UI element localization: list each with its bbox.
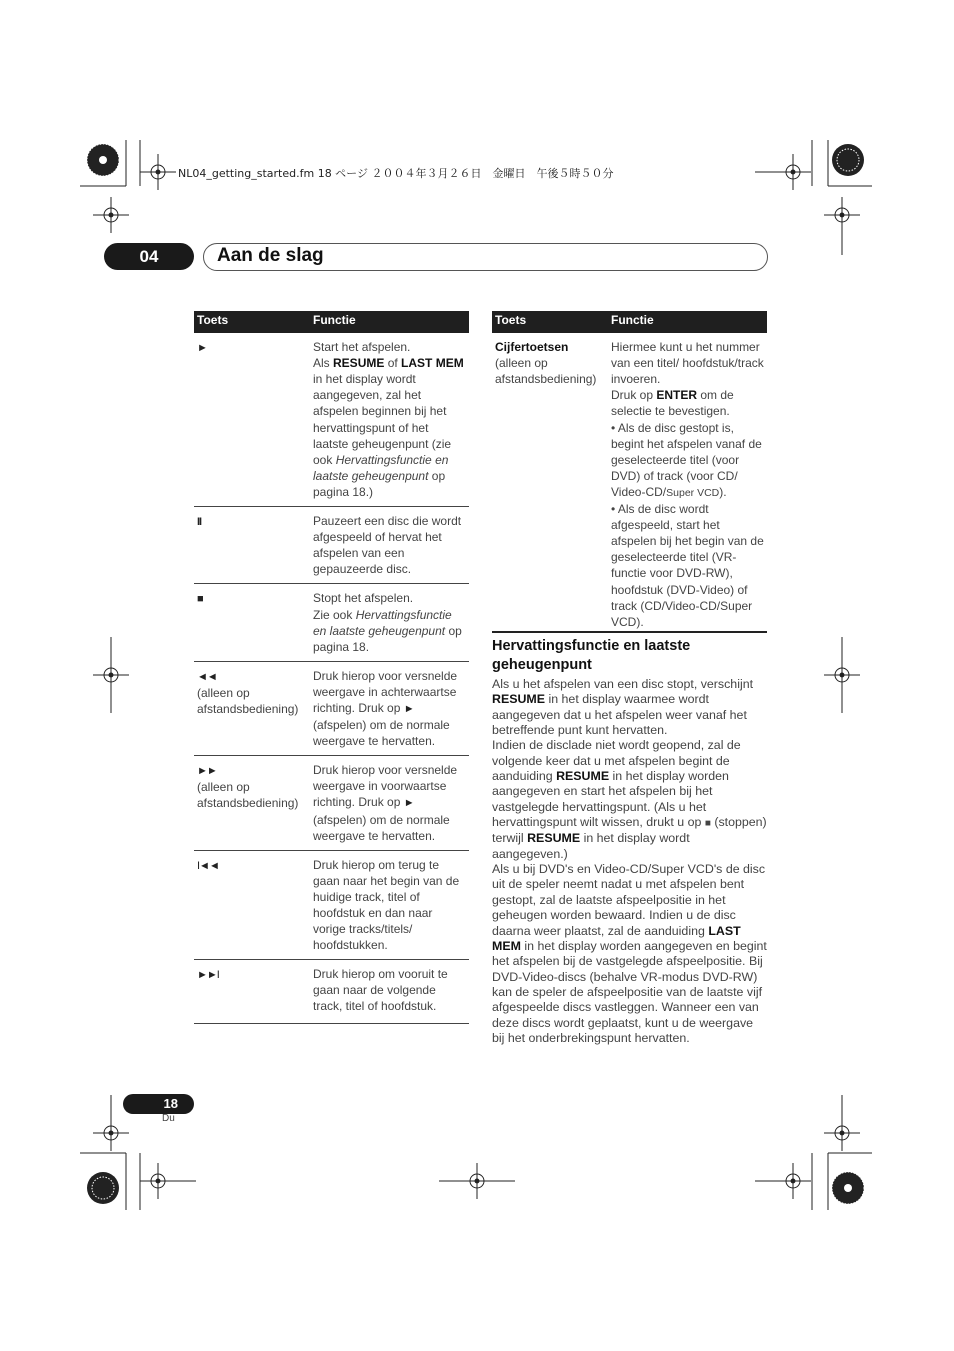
- pause-icon: II: [197, 516, 202, 529]
- rewind-icon: ◄◄: [197, 670, 217, 683]
- paragraph: Als u bij DVD's en Video-CD/Super VCD's de disc uit de speler neemt nadat u met afspelen bent gestopt, zal de laatste afspeelpositie in het geheugen worden bewaard. Indien u de disc daarna weer plaatst, zal de aanduiding LAST MEM in het display worden aangegeven en begint het afspelen bij de vastgelegde afspeelpositie. Bij DVD-Video-discs (behalve VR-modus DVD-RW) kan de speler de afspeelpositie van de laatste vijf afgespeelde discs vastleggen. Wanneer een van deze discs wordt geplaatst, kunt u de weergave bij het onderbrekingspunt hervatten.: [492, 862, 767, 1045]
- previous-icon: I◄◄: [197, 859, 219, 872]
- key-function-table-left: [194, 311, 469, 1024]
- chapter-number: 04: [104, 243, 194, 270]
- key-function-table-right: [492, 311, 767, 636]
- stop-icon: ■: [704, 818, 711, 830]
- key-label: Cijfertoetsen: [495, 340, 569, 355]
- table-row: [492, 333, 767, 636]
- next-icon: ►►I: [197, 969, 219, 982]
- table-row: [194, 756, 469, 850]
- table-row: [194, 661, 469, 755]
- column-header: Toets: [492, 311, 608, 333]
- table-row: [194, 584, 469, 661]
- function-cell: Druk hierop voor versnelde weergave in achterwaartse richting. Druk op ► (afspelen) om de normale weergave te hervatten.: [310, 661, 469, 755]
- table-header: [492, 311, 767, 333]
- table-row: [194, 960, 469, 1023]
- column-header: Toets: [194, 311, 310, 333]
- section-body: [492, 677, 768, 1046]
- function-cell: Hiermee kunt u het nummer van een titel/ hoofdstuk/track invoeren. Druk op ENTER om de selectie te bevestigen. • Als de disc gestopt is, begint het afspelen vanaf de geselecteerde titel (voor DVD) of track (voor CD/ Video-CD/Super VCD). • Als de disc wordt afgespeeld, start het afspelen bij het begin van de geselecteerde titel (VR-functie voor DVD-RW), hoofdstuk (DVD-Video) of track (CD/Video-CD/Super VCD).: [611, 340, 764, 629]
- table-row: [194, 507, 469, 584]
- key-note: (alleen op afstandsbediening): [197, 780, 299, 811]
- function-cell: Start het afspelen. Als RESUME of LAST MEM in het display wordt aangegeven, zal het afspelen beginnen bij het hervattingspunt of het laatste geheugenpunt (zie ook Hervattingsfunctie en laatste geheugenpunt op pagina 18.): [310, 333, 469, 506]
- section-title: Hervattingsfunctie en laatste geheugenpunt: [492, 638, 691, 673]
- starburst-icon: [87, 144, 119, 176]
- column-header: Functie: [608, 311, 767, 333]
- stop-icon: ■: [197, 593, 203, 606]
- play-icon: ►: [403, 797, 414, 810]
- table-row: [194, 850, 469, 960]
- chapter-title: Aan de slag: [217, 245, 324, 266]
- section-rule: [492, 631, 767, 633]
- function-cell: Druk hierop om terug te gaan naar het begin van de huidige track, titel of hoofdstuk en dan naar vorige tracks/titels/ hoofdstukken.: [310, 850, 469, 960]
- table-row: [194, 333, 469, 506]
- function-cell: Stopt het afspelen. Zie ook Hervattingsfunctie en laatste geheugenpunt op pagina 18.: [310, 584, 469, 661]
- language-code: Du: [162, 1113, 175, 1124]
- function-cell: Druk hierop voor versnelde weergave in voorwaartse richting. Druk op ► (afspelen) om de normale weergave te hervatten.: [310, 756, 469, 850]
- table-header: [194, 311, 469, 333]
- paragraph: Als u het afspelen van een disc stopt, verschijnt RESUME in het display waarmee wordt aangegeven dat u het afspelen weer vanaf het betreffende punt kunt hervatten.: [492, 677, 754, 738]
- column-header: Functie: [310, 311, 469, 333]
- function-cell: Pauzeert een disc die wordt afgespeeld of hervat het afspelen van een gepauzeerde disc.: [310, 507, 469, 584]
- play-icon: ►: [197, 342, 207, 355]
- fast-forward-icon: ►►: [197, 765, 217, 778]
- print-header: NL04_getting_started.fm 18 ページ ２００４年３月２６日 金曜日 午後５時５０分: [178, 167, 614, 180]
- page-number: 18: [123, 1094, 194, 1114]
- key-note: (alleen op afstandsbediening): [197, 685, 299, 716]
- key-note: (alleen op afstandsbediening): [495, 356, 597, 387]
- function-cell: Druk hierop om vooruit te gaan naar de volgende track, titel of hoofdstuk.: [310, 960, 469, 1023]
- play-icon: ►: [403, 702, 414, 715]
- paragraph: Indien de disclade niet wordt geopend, zal de volgende keer dat u met afspelen begint de aanduiding RESUME in het display worden aangegeven en start het afspelen bij het vastgelegde hervattingspunt. (Als u het hervattingspunt wilt wissen, drukt u op ■ (stoppen) terwijl RESUME in het display wordt aangegeven.): [492, 738, 767, 861]
